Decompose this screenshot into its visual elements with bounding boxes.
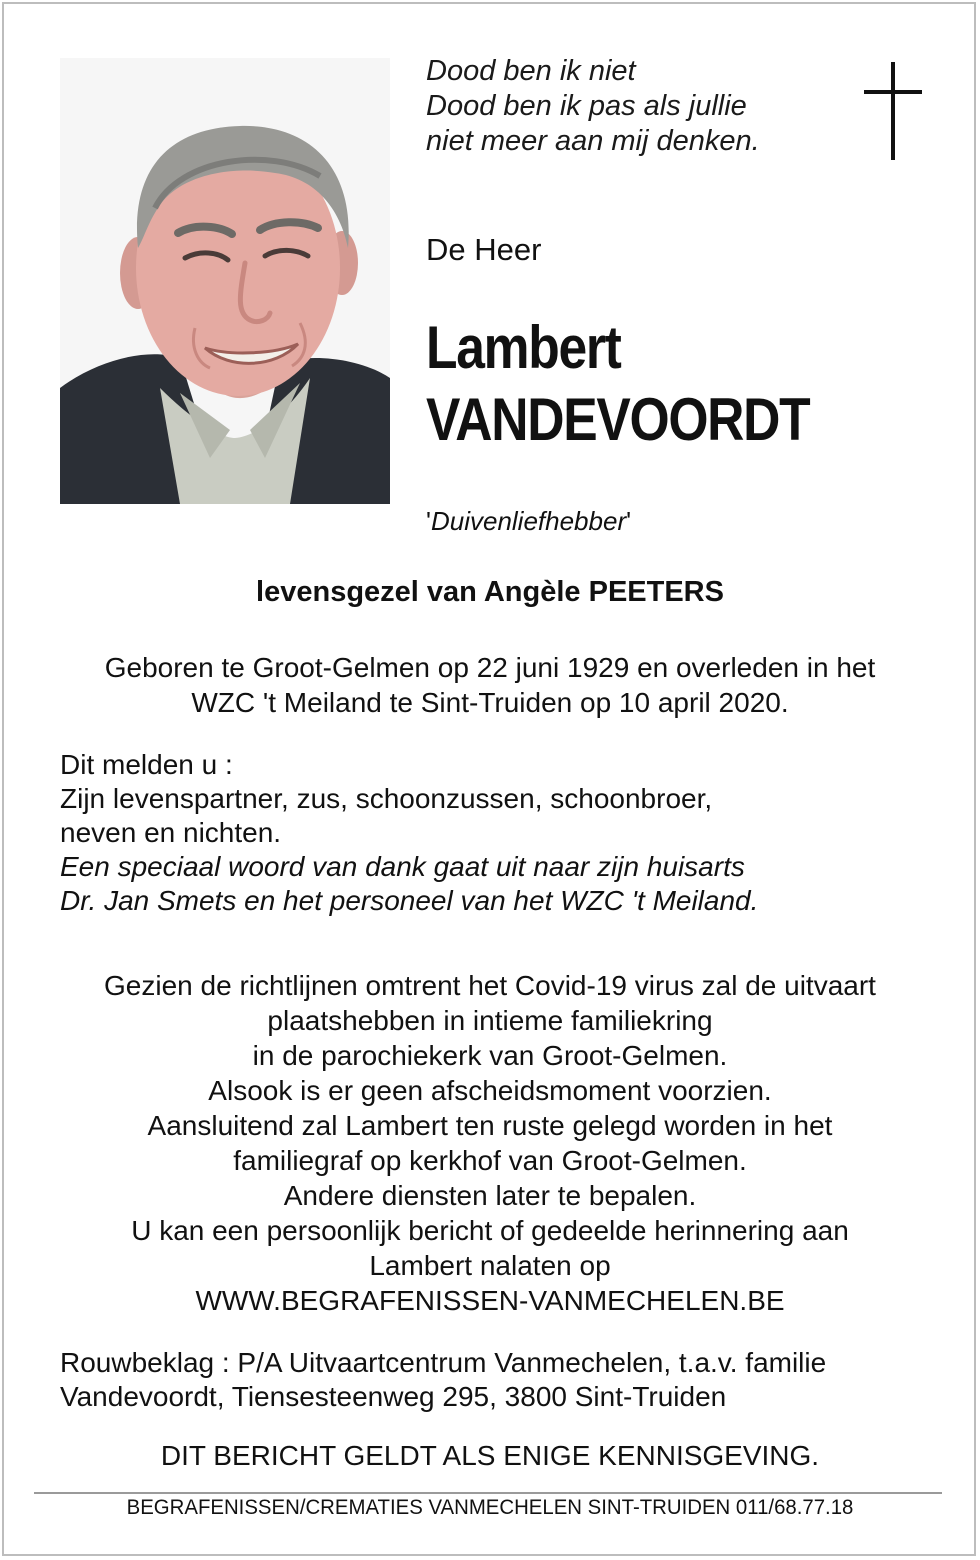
website-link[interactable]: WWW.BEGRAFENISSEN-VANMECHELEN.BE bbox=[195, 1285, 785, 1316]
funeral-line: Lambert nalaten op bbox=[369, 1250, 611, 1281]
nickname-text: Duivenliefhebber bbox=[430, 506, 627, 536]
condolences-line: Vandevoordt, Tiensesteenweg 295, 3800 Sint-Truiden bbox=[60, 1381, 727, 1412]
funeral-line: in de parochiekerk van Groot-Gelmen. bbox=[252, 1040, 728, 1071]
thanks-line: Een speciaal woord van dank gaat uit naar zijn huisarts bbox=[60, 851, 745, 882]
funeral-block bbox=[0, 968, 980, 1318]
last-name: VANDEVOORDT bbox=[426, 386, 810, 453]
poem-line: Dood ben ik niet bbox=[426, 55, 636, 87]
footer-divider bbox=[34, 1492, 942, 1494]
poem-line: Dood ben ik pas als jullie bbox=[426, 90, 747, 122]
funeral-line: plaatshebben in intieme familiekring bbox=[267, 1005, 713, 1036]
birth-death-line: WZC 't Meiland te Sint-Truiden op 10 april 2020. bbox=[191, 687, 789, 718]
funeral-line: Alsook is er geen afscheidsmoment voorzien. bbox=[208, 1075, 772, 1106]
deceased-name bbox=[426, 312, 809, 456]
birth-death-block bbox=[0, 650, 980, 720]
honorific: De Heer bbox=[426, 232, 542, 267]
footer: BEGRAFENISSEN/CREMATIES VANMECHELEN SINT-TRUIDEN 011/68.77.18 bbox=[126, 1496, 854, 1519]
announcement-line: neven en nichten. bbox=[60, 817, 282, 848]
funeral-line: Andere diensten later te bepalen. bbox=[283, 1180, 697, 1211]
poem-line: niet meer aan mij denken. bbox=[426, 125, 760, 157]
first-name: Lambert bbox=[426, 314, 621, 381]
condolences-line: Rouwbeklag : P/A Uitvaartcentrum Vanmechelen, t.a.v. familie bbox=[60, 1347, 827, 1378]
portrait-photo bbox=[60, 58, 390, 504]
cross-icon bbox=[864, 62, 922, 160]
announcement-line: Dit melden u : bbox=[60, 749, 233, 780]
partner-line: levensgezel van Angèle PEETERS bbox=[256, 576, 724, 608]
announcement-block bbox=[60, 748, 960, 918]
funeral-line: Gezien de richtlijnen omtrent het Covid-19 virus zal de uitvaart bbox=[104, 970, 876, 1001]
birth-death-line: Geboren te Groot-Gelmen op 22 juni 1929 en overleden in het bbox=[104, 652, 876, 683]
notice: DIT BERICHT GELDT ALS ENIGE KENNISGEVING. bbox=[160, 1440, 820, 1471]
thanks-line: Dr. Jan Smets en het personeel van het WZC 't Meiland. bbox=[60, 885, 759, 916]
announcement-line: Zijn levenspartner, zus, schoonzussen, schoonbroer, bbox=[60, 783, 713, 814]
funeral-line: familiegraf op kerkhof van Groot-Gelmen. bbox=[233, 1145, 747, 1176]
funeral-line: U kan een persoonlijk bericht of gedeelde herinnering aan bbox=[131, 1215, 849, 1246]
funeral-line: Aansluitend zal Lambert ten ruste gelegd worden in het bbox=[147, 1110, 833, 1141]
nickname: 'Duivenliefhebber' bbox=[426, 506, 632, 536]
condolences-block bbox=[60, 1346, 960, 1414]
portrait-illustration bbox=[60, 58, 390, 504]
poem bbox=[426, 54, 846, 159]
